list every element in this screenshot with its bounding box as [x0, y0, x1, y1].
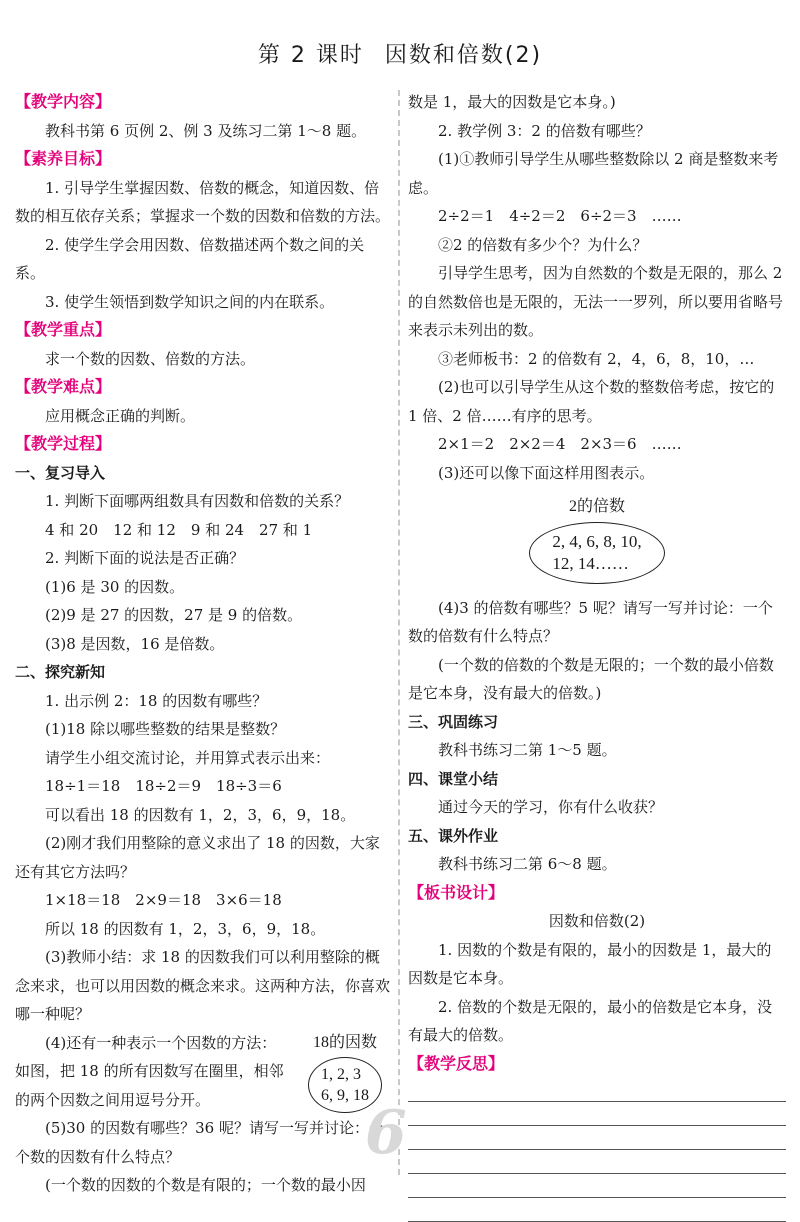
- left-column: [15, 88, 393, 1200]
- goal-2: 2. 使学生学会用因数、倍数描述两个数之间的关系。: [15, 235, 365, 282]
- paragraph: (3)还可以像下面这样用图表示。: [438, 463, 655, 482]
- paragraph: 2÷2＝1 4÷2＝2 6÷2＝3 ……: [438, 207, 682, 225]
- paragraph: ③老师板书：2 的倍数有 2，4，6，8，10，…: [438, 349, 755, 368]
- oval-line: 1, 2, 3: [321, 1066, 361, 1083]
- lesson-number: 第 2 课时: [257, 43, 364, 68]
- heading-content: 【教学内容】: [15, 92, 112, 111]
- paragraph: ②2 的倍数有多少个？为什么？: [438, 235, 648, 254]
- board-title: 因数和倍数(2): [548, 912, 646, 930]
- paragraph: 1. 出示例 2：18 的因数有哪些？: [45, 691, 268, 710]
- writing-line: [408, 1173, 786, 1174]
- heading-difficulty: 【教学难点】: [15, 377, 112, 396]
- paragraph: (2)刚才我们用整除的意义求出了 18 的因数，大家还有其它方法吗？: [15, 834, 380, 881]
- paragraph: 1×18＝18 2×9＝18 3×6＝18: [45, 891, 282, 909]
- column-divider: [398, 90, 400, 1175]
- writing-line: [408, 1197, 786, 1198]
- paragraph: 2. 判断下面的说法是否正确？: [45, 549, 245, 567]
- paragraph: 教科书练习二第 1～5 题。: [438, 741, 617, 759]
- paragraph: 2×1＝2 2×2＝4 2×3＝6 ……: [438, 435, 682, 453]
- writing-line: [408, 1149, 786, 1150]
- paragraph: 2. 教学例 3：2 的倍数有哪些？: [438, 121, 651, 140]
- paragraph: 教科书练习二第 6～8 题。: [438, 855, 617, 873]
- oval-line: 6, 9, 18: [321, 1087, 369, 1104]
- lesson-name: 因数和倍数(2): [384, 43, 543, 68]
- paragraph: (4)还有一种表示一个因数的方法：如图，把 18 的所有因数写在圈里，相邻的两个因数之间用逗号分开。: [15, 1033, 284, 1109]
- difficulty-text: 应用概念正确的判断。: [45, 406, 196, 425]
- paragraph: 4 和 20 12 和 12 9 和 24 27 和 1: [45, 520, 313, 539]
- right-column: [408, 88, 786, 1222]
- paragraph: 请学生小组交流讨论，并用算式表示出来：: [45, 748, 331, 767]
- paragraph: 引导学生思考，因为自然数的个数是无限的，那么 2 的自然数倍也是无限的，无法一一罗列，所以要用省略号来表示未列出的数。: [408, 264, 784, 339]
- paragraph: (3)8 是因数，16 是倍数。: [45, 634, 225, 653]
- oval-line: 12, 14……: [552, 553, 629, 573]
- heading-key: 【教学重点】: [15, 320, 112, 339]
- writing-line: [408, 1125, 786, 1126]
- figure-title: 18的因数: [312, 1033, 377, 1051]
- goal-3: 3. 使学生领悟到数学知识之间的内在联系。: [45, 292, 335, 311]
- section-homework: 五、课外作业: [408, 826, 499, 845]
- goal-1: 1. 引导学生掌握因数、倍数的概念，知道因数、倍数的相互依存关系；掌握求一个数的因数和倍数的方法。: [15, 178, 391, 225]
- heading-board: 【板书设计】: [408, 882, 505, 902]
- paragraph: (3)教师小结：求 18 的因数我们可以利用整除的概念来求，也可以用因数的概念来求。这两种方法，你喜欢哪一种呢？: [15, 948, 391, 1023]
- oval-line: 2, 4, 6, 8, 10,: [552, 531, 642, 551]
- paragraph: (1)18 除以哪些整数的结果是整数？: [45, 720, 286, 738]
- paragraph: (一个数的因数的个数是有限的；一个数的最小因: [45, 1176, 366, 1194]
- board-item: 2. 倍数的个数是无限的，最小的倍数是它本身，没有最大的倍数。: [408, 997, 773, 1044]
- paragraph: 1. 判断下面哪两组数具有因数和倍数的关系？: [45, 492, 350, 510]
- writing-line: [408, 1101, 786, 1102]
- page-number: 6: [365, 1098, 407, 1168]
- board-item: 1. 因数的个数是有限的，最小的因数是 1，最大的因数是它本身。: [408, 940, 772, 987]
- section-summary: 四、课堂小结: [408, 769, 499, 788]
- heading-goals: 【素养目标】: [15, 149, 112, 168]
- factor-figure-block: [15, 1029, 393, 1115]
- section-explore: 二、探究新知: [15, 663, 106, 681]
- section-practice: 三、巩固练习: [408, 712, 499, 731]
- paragraph: 可以看出 18 的因数有 1，2，3，6，9，18。: [45, 805, 356, 824]
- section-review: 一、复习导入: [15, 463, 106, 482]
- heading-process: 【教学过程】: [15, 434, 112, 453]
- paragraph: (一个数的倍数的个数是无限的；一个数的最小倍数是它本身，没有最大的倍数。): [408, 655, 774, 702]
- multiples-oval: [529, 522, 664, 584]
- paragraph: 所以 18 的因数有 1，2，3，6，9，18。: [45, 919, 326, 938]
- paragraph: (1)6 是 30 的因数。: [45, 577, 185, 596]
- page-title: [0, 38, 800, 69]
- paragraph: (1)①教师引导学生从哪些整数除以 2 商是整数来考虑。: [408, 150, 779, 197]
- reflection-lines: [408, 1101, 786, 1222]
- paragraph: (4)3 的倍数有哪些？5 呢？请写一写并讨论：一个数的倍数有什么特点？: [408, 598, 773, 645]
- paragraph: (2)9 是 27 的因数，27 是 9 的倍数。: [45, 606, 303, 624]
- paragraph: (5)30 的因数有哪些？36 呢？请写一写并讨论：一个数的因数有什么特点？: [15, 1119, 384, 1166]
- key-text: 求一个数的因数、倍数的方法。: [45, 349, 256, 368]
- heading-reflection: 【教学反思】: [408, 1053, 505, 1073]
- paragraph: 数是 1，最大的因数是它本身。): [408, 93, 616, 111]
- paragraph: 18÷1＝18 18÷2＝9 18÷3＝6: [45, 777, 282, 795]
- content-text: 教科书第 6 页例 2、例 3 及练习二第 1～8 题。: [45, 121, 367, 140]
- multiples-of-2-figure: [408, 493, 786, 584]
- paragraph: 通过今天的学习，你有什么收获？: [438, 798, 664, 816]
- paragraph: (2)也可以引导学生从这个数的整数倍考虑，按它的 1 倍、2 倍……有序的思考。: [408, 378, 775, 425]
- figure-title: 2的倍数: [568, 498, 625, 515]
